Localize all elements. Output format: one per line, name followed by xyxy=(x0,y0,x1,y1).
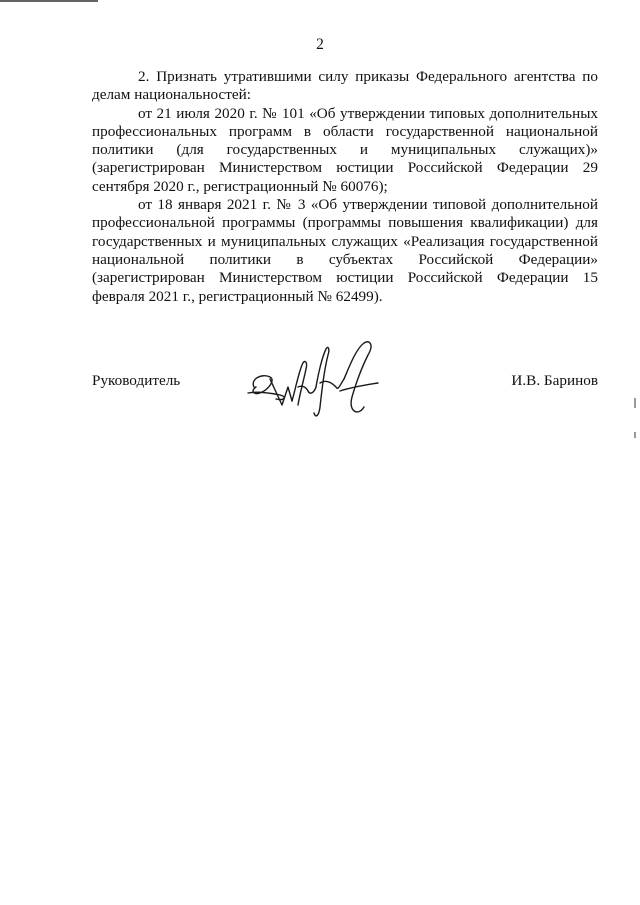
handwritten-signature xyxy=(240,335,390,425)
paragraph-order-101: от 21 июля 2020 г. № 101 «Об утверждении типовых дополнительных профессиональных программ в области государственной национальной политики (для государственных и муниципальных служащих)» (зарегистрирован Министерством юстиции Российской Федерации 29 сентября 2020 г., регистрационный № 60076); xyxy=(92,104,598,195)
scan-artifact xyxy=(634,432,636,438)
paragraph-order-3: от 18 января 2021 г. № 3 «Об утверждении типовой дополнительной профессиональной программы (программы повышения квалификации) для государственных и муниципальных служащих «Реализация государственной национальной политики в субъектах Российской Федерации» (зарегистрирован Министерством юстиции Российской Федерации 15 февраля 2021 г., регистрационный № 62499). xyxy=(92,196,598,305)
document-body xyxy=(92,68,598,306)
scan-artifact xyxy=(634,398,636,408)
scan-edge-line xyxy=(0,0,98,2)
signer-title: Руководитель xyxy=(92,372,181,389)
page-number: 2 xyxy=(316,36,324,53)
signer-name: И.В. Баринов xyxy=(511,372,598,389)
paragraph-revoke-orders: 2. Признать утратившими силу приказы Федерального агентства по делам национальностей: xyxy=(92,68,598,104)
